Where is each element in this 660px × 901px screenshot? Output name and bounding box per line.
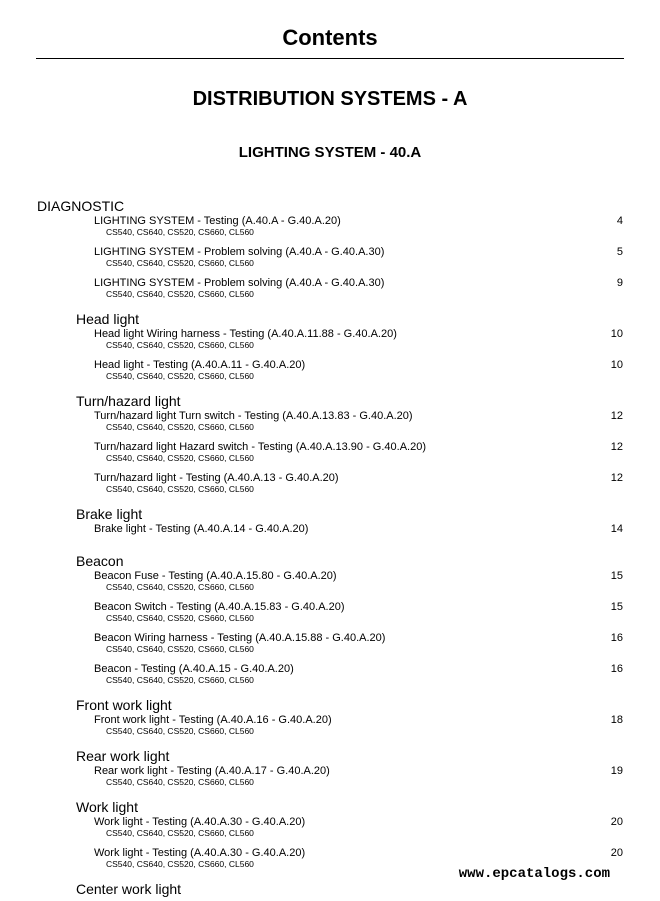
toc-group-heading: Brake light xyxy=(76,506,143,522)
toc-entry[interactable] xyxy=(0,246,660,277)
toc-entry-page-number[interactable]: 15 xyxy=(610,601,623,613)
toc-entry-models: CS540, CS640, CS520, CS660, CL560 xyxy=(106,613,254,623)
toc-entry-page-number[interactable]: 12 xyxy=(610,441,623,453)
toc-entry[interactable] xyxy=(0,215,660,246)
toc-entry-models: CS540, CS640, CS520, CS660, CL560 xyxy=(106,777,254,787)
toc-entry-models: CS540, CS640, CS520, CS660, CL560 xyxy=(106,227,254,237)
toc-entry[interactable] xyxy=(0,328,660,359)
toc-entry-page-number[interactable]: 10 xyxy=(610,359,623,371)
watermark-text: www.epcatalogs.com xyxy=(458,866,610,882)
toc-entry[interactable] xyxy=(0,570,660,601)
page-title: Contents xyxy=(282,25,378,50)
table-of-contents xyxy=(0,198,660,901)
toc-entry-title[interactable]: Brake light - Testing (A.40.A.14 - G.40.A.20) xyxy=(94,523,309,535)
toc-group xyxy=(0,311,660,390)
toc-group-heading: Front work light xyxy=(76,697,172,713)
toc-entry-models: CS540, CS640, CS520, CS660, CL560 xyxy=(106,484,254,494)
toc-entry[interactable] xyxy=(0,472,660,503)
toc-entry[interactable] xyxy=(0,277,660,308)
toc-entry-title[interactable]: Beacon - Testing (A.40.A.15 - G.40.A.20) xyxy=(94,663,294,675)
toc-entry[interactable] xyxy=(0,663,660,694)
toc-group-heading: Turn/hazard light xyxy=(76,393,181,409)
toc-entry-models: CS540, CS640, CS520, CS660, CL560 xyxy=(106,453,254,463)
toc-entry-page-number[interactable]: 9 xyxy=(616,277,623,289)
toc-entry-models: CS540, CS640, CS520, CS660, CL560 xyxy=(106,289,254,299)
toc-group xyxy=(0,748,660,796)
toc-entry-page-number[interactable]: 19 xyxy=(610,765,623,777)
toc-entry[interactable] xyxy=(0,714,660,745)
toc-entry[interactable] xyxy=(0,632,660,663)
toc-entry-page-number[interactable]: 20 xyxy=(610,847,623,859)
toc-entry-title[interactable]: Head light Wiring harness - Testing (A.40.A.11.88 - G.40.A.20) xyxy=(94,328,397,340)
toc-group xyxy=(0,393,660,503)
toc-entry-title[interactable]: Beacon Switch - Testing (A.40.A.15.83 - G.40.A.20) xyxy=(94,601,345,613)
toc-entry-page-number[interactable]: 14 xyxy=(610,523,623,535)
section-title: DISTRIBUTION SYSTEMS - A xyxy=(192,88,468,110)
toc-entry-title[interactable]: Work light - Testing (A.40.A.30 - G.40.A.20) xyxy=(94,816,306,828)
toc-entry-models: CS540, CS640, CS520, CS660, CL560 xyxy=(106,582,254,592)
toc-entry-page-number[interactable]: 5 xyxy=(616,246,623,258)
toc-entry-page-number[interactable]: 20 xyxy=(610,816,623,828)
title-divider xyxy=(36,58,624,59)
toc-entry-models: CS540, CS640, CS520, CS660, CL560 xyxy=(106,726,254,736)
toc-group xyxy=(0,198,660,308)
toc-entry-title[interactable]: Beacon Fuse - Testing (A.40.A.15.80 - G.40.A.20) xyxy=(94,570,337,582)
toc-entry-models: CS540, CS640, CS520, CS660, CL560 xyxy=(106,675,254,685)
toc-entry-models: CS540, CS640, CS520, CS660, CL560 xyxy=(106,859,254,869)
toc-entry[interactable] xyxy=(0,359,660,390)
toc-group-heading: Rear work light xyxy=(76,748,170,764)
toc-entry-models: CS540, CS640, CS520, CS660, CL560 xyxy=(106,644,254,654)
toc-entry-page-number[interactable]: 10 xyxy=(610,328,623,340)
toc-entry-page-number[interactable]: 18 xyxy=(610,714,623,726)
toc-entry[interactable] xyxy=(0,601,660,632)
toc-entry-page-number[interactable]: 12 xyxy=(610,410,623,422)
toc-entry-title[interactable]: Turn/hazard light - Testing (A.40.A.13 - G.40.A.20) xyxy=(94,472,339,484)
toc-entry-models: CS540, CS640, CS520, CS660, CL560 xyxy=(106,340,254,350)
toc-entry-title[interactable]: Beacon Wiring harness - Testing (A.40.A.15.88 - G.40.A.20) xyxy=(94,632,386,644)
toc-group-heading: DIAGNOSTIC xyxy=(37,198,125,214)
toc-entry-models: CS540, CS640, CS520, CS660, CL560 xyxy=(106,258,254,268)
toc-entry-title[interactable]: Rear work light - Testing (A.40.A.17 - G.40.A.20) xyxy=(94,765,330,777)
toc-entry-models: CS540, CS640, CS520, CS660, CL560 xyxy=(106,828,254,838)
toc-entry[interactable] xyxy=(0,441,660,472)
toc-entry-page-number[interactable]: 12 xyxy=(610,472,623,484)
toc-entry-page-number[interactable]: 15 xyxy=(610,570,623,582)
toc-entry-title[interactable]: Turn/hazard light Turn switch - Testing (A.40.A.13.83 - G.40.A.20) xyxy=(94,410,413,422)
toc-entry-models: CS540, CS640, CS520, CS660, CL560 xyxy=(106,371,254,381)
toc-group-heading: Head light xyxy=(76,311,140,327)
toc-entry-page-number[interactable]: 16 xyxy=(610,632,623,644)
toc-group xyxy=(0,553,660,694)
toc-entry-page-number[interactable]: 4 xyxy=(616,215,623,227)
toc-entry[interactable] xyxy=(0,410,660,441)
toc-group-heading: Center work light xyxy=(76,881,182,897)
toc-entry-title[interactable]: LIGHTING SYSTEM - Problem solving (A.40.A - G.40.A.30) xyxy=(94,246,385,258)
toc-group-heading: Beacon xyxy=(76,553,124,569)
toc-entry[interactable] xyxy=(0,765,660,796)
toc-entry-page-number[interactable]: 16 xyxy=(610,663,623,675)
toc-entry-title[interactable]: Work light - Testing (A.40.A.30 - G.40.A.20) xyxy=(94,847,306,859)
toc-group xyxy=(0,697,660,745)
toc-entry[interactable] xyxy=(0,523,660,550)
toc-group xyxy=(0,881,660,898)
toc-group xyxy=(0,506,660,550)
toc-entry-title[interactable]: Head light - Testing (A.40.A.11 - G.40.A.20) xyxy=(94,359,306,371)
toc-entry-models: CS540, CS640, CS520, CS660, CL560 xyxy=(106,422,254,432)
toc-entry-title[interactable]: Front work light - Testing (A.40.A.16 - G.40.A.20) xyxy=(94,714,332,726)
toc-entry[interactable] xyxy=(0,816,660,847)
toc-entry-title[interactable]: Turn/hazard light Hazard switch - Testing (A.40.A.13.90 - G.40.A.20) xyxy=(94,441,426,453)
toc-entry-title[interactable]: LIGHTING SYSTEM - Testing (A.40.A - G.40.A.20) xyxy=(94,215,341,227)
subsection-title: LIGHTING SYSTEM - 40.A xyxy=(238,144,422,161)
toc-group-heading: Work light xyxy=(76,799,138,815)
toc-entry-title[interactable]: LIGHTING SYSTEM - Problem solving (A.40.A - G.40.A.30) xyxy=(94,277,385,289)
